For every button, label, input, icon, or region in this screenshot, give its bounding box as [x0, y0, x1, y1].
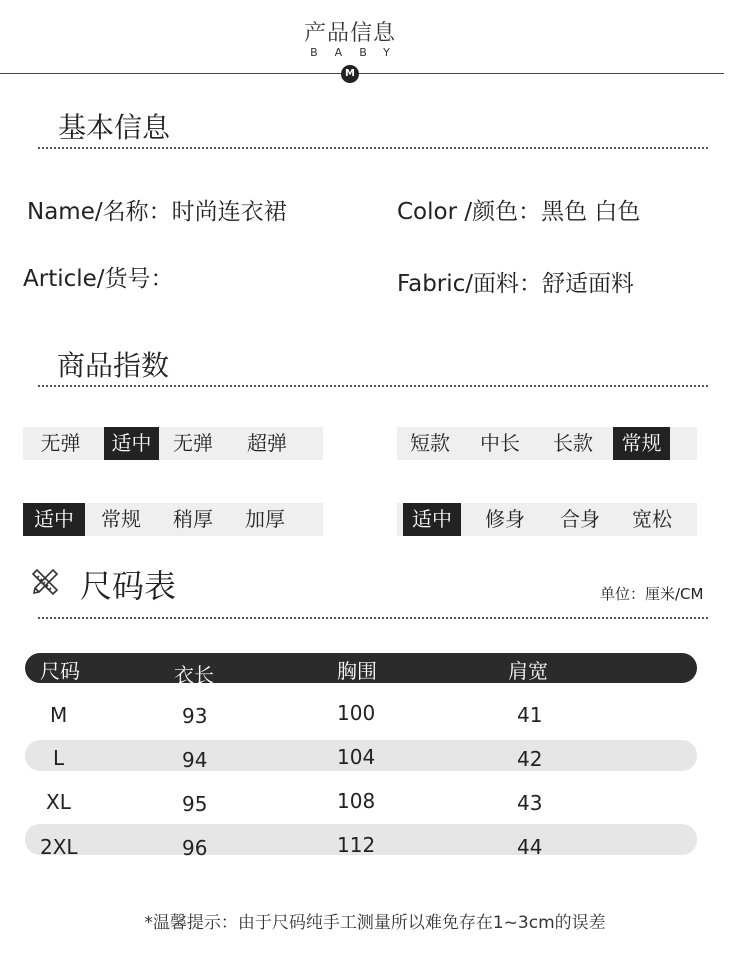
fit-bar	[397, 503, 697, 536]
table-cell: 2XL	[40, 835, 78, 859]
index-option-selected: 常规	[613, 427, 670, 460]
table-cell: 94	[182, 748, 208, 772]
table-cell: XL	[46, 790, 71, 814]
table-cell: 44	[517, 835, 543, 859]
index-option: 稍厚	[173, 507, 213, 531]
table-cell: 93	[182, 704, 208, 728]
index-option: 修身	[485, 507, 525, 531]
ruler-pencil-icon	[29, 566, 61, 598]
elasticity-bar	[23, 427, 323, 460]
table-cell: M	[50, 703, 68, 727]
page-title: 产品信息	[303, 21, 396, 46]
product-fabric: Fabric/面料：舒适面料	[397, 271, 635, 297]
index-option: 无弹	[40, 431, 81, 455]
index-option-selected: 适中	[104, 427, 159, 460]
index-option: 长款	[553, 431, 593, 455]
header-divider-left	[0, 73, 341, 74]
index-option: 无弹	[173, 431, 213, 455]
table-cell: 95	[182, 792, 208, 816]
dotted-divider	[38, 147, 708, 149]
table-cell: L	[53, 746, 65, 770]
thickness-bar	[23, 503, 323, 536]
basic-info-title: 基本信息	[58, 111, 171, 144]
index-option: 宽松	[632, 507, 672, 531]
measurement-note: *温馨提示：由于尺码纯手工测量所以难免存在1~3cm的误差	[144, 913, 606, 933]
page-subtitle: BABY	[310, 46, 407, 59]
index-option: 加厚	[245, 507, 285, 531]
size-chart-title: 尺码表	[80, 567, 177, 605]
index-option-selected: 适中	[23, 503, 85, 536]
index-option: 超弹	[247, 431, 287, 455]
column-header: 肩宽	[508, 659, 548, 683]
product-index-title: 商品指数	[57, 349, 170, 382]
dotted-divider	[38, 617, 708, 619]
table-cell: 100	[337, 701, 376, 725]
header-divider-right	[359, 73, 724, 74]
column-header: 衣长	[174, 663, 214, 687]
table-cell: 104	[337, 745, 376, 769]
index-option: 合身	[560, 507, 600, 531]
table-cell: 42	[517, 747, 543, 771]
dotted-divider	[38, 385, 708, 387]
unit-label: 单位：厘米/CM	[600, 585, 704, 603]
brand-badge: M	[341, 65, 359, 83]
table-cell: 41	[517, 703, 543, 727]
product-article: Article/货号：	[23, 266, 174, 292]
table-cell: 96	[182, 836, 208, 860]
length-bar	[397, 427, 697, 460]
column-header: 尺码	[40, 659, 80, 683]
column-header: 胸围	[337, 659, 377, 683]
table-cell: 43	[517, 791, 543, 815]
index-option-selected: 适中	[403, 503, 461, 536]
product-name: Name/名称：时尚连衣裙	[27, 199, 287, 225]
index-option: 中长	[480, 431, 520, 455]
index-option: 短款	[410, 431, 450, 455]
table-cell: 112	[337, 833, 376, 857]
table-cell: 108	[337, 789, 376, 813]
product-color: Color /颜色：黑色 白色	[397, 199, 641, 225]
index-option: 常规	[101, 507, 141, 531]
